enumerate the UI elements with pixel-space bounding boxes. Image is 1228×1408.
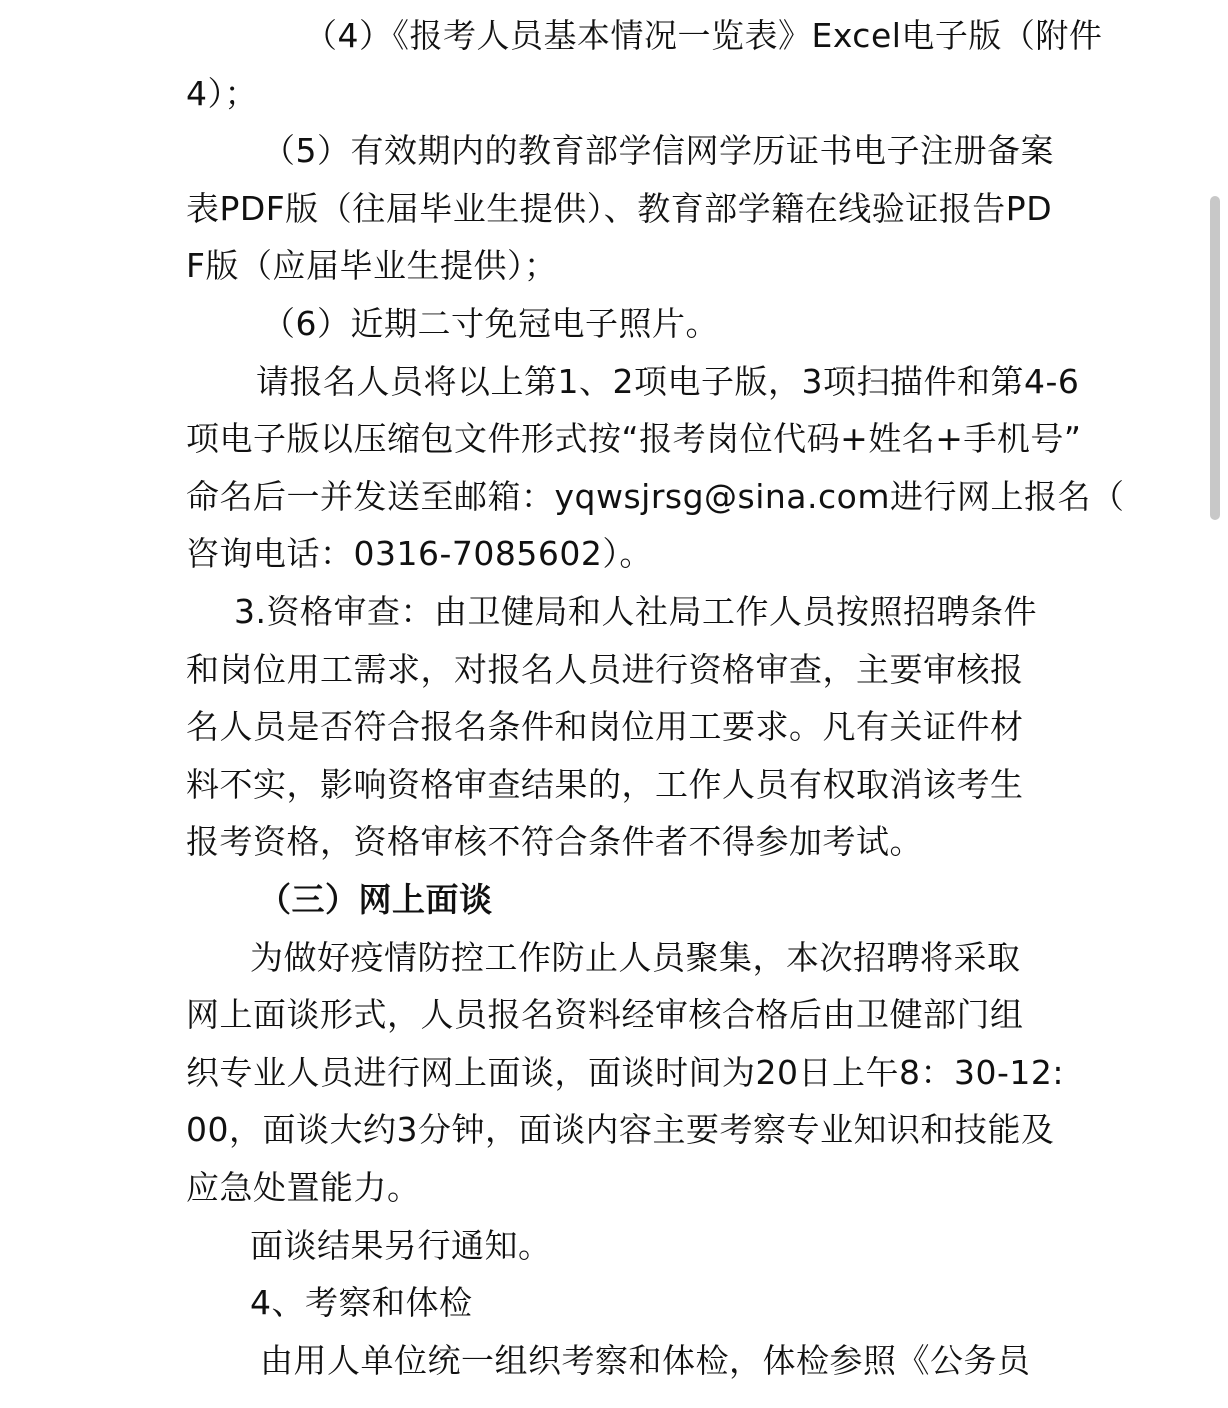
text-line: 料不实，影响资格审查结果的，工作人员有权取消该考生 bbox=[186, 765, 1024, 804]
text-line-attachment-4: （4）《报考人员基本情况一览表》Excel电子版（附件 bbox=[304, 16, 1103, 55]
text-line-results-notice: 面谈结果另行通知。 bbox=[250, 1226, 552, 1265]
text-line: 4）； bbox=[186, 74, 258, 113]
section-heading-online-interview: （三）网上面谈 bbox=[258, 880, 493, 919]
text-line-inspection-heading: 4、考察和体检 bbox=[250, 1283, 473, 1322]
text-line-item-5: （5）有效期内的教育部学信网学历证书电子注册备案 bbox=[262, 131, 1054, 170]
text-line-qualification-review: 3.资格审查：由卫健局和人社局工作人员按照招聘条件 bbox=[234, 592, 1037, 631]
text-line: 应急处置能力。 bbox=[186, 1168, 421, 1207]
text-line: 00，面谈大约3分钟，面谈内容主要考察专业知识和技能及 bbox=[186, 1110, 1055, 1149]
text-line: 表PDF版（往届毕业生提供）、教育部学籍在线验证报告PD bbox=[186, 189, 1053, 228]
text-line: 网上面谈形式，人员报名资料经审核合格后由卫健部门组 bbox=[186, 995, 1024, 1034]
scrollbar-thumb[interactable] bbox=[1210, 196, 1220, 520]
text-line-interview-time: 织专业人员进行网上面谈，面谈时间为20日上午8：30-12: bbox=[186, 1053, 1064, 1092]
text-line-inspection: 由用人单位统一组织考察和体检，体检参照《公务员 bbox=[260, 1341, 1031, 1380]
text-line: 报考资格，资格审核不符合条件者不得参加考试。 bbox=[186, 822, 923, 861]
text-line: 项电子版以压缩包文件形式按“报考岗位代码+姓名+手机号” bbox=[186, 419, 1082, 458]
text-line-email: 命名后一并发送至邮箱：yqwsjrsg@sina.com进行网上报名（ bbox=[186, 477, 1125, 516]
text-line-item-6: （6）近期二寸免冠电子照片。 bbox=[262, 304, 719, 343]
text-line: 和岗位用工需求，对报名人员进行资格审查，主要审核报 bbox=[186, 650, 1024, 689]
text-line-interview-intro: 为做好疫情防控工作防止人员聚集，本次招聘将采取 bbox=[250, 938, 1021, 977]
text-line-phone: 咨询电话：0316-7085602）。 bbox=[186, 534, 653, 573]
text-line: 名人员是否符合报名条件和岗位用工要求。凡有关证件材 bbox=[186, 707, 1024, 746]
text-line: F版（应届毕业生提供）； bbox=[186, 246, 558, 285]
text-line-instructions: 请报名人员将以上第1、2项电子版，3项扫描件和第4-6 bbox=[256, 362, 1080, 401]
